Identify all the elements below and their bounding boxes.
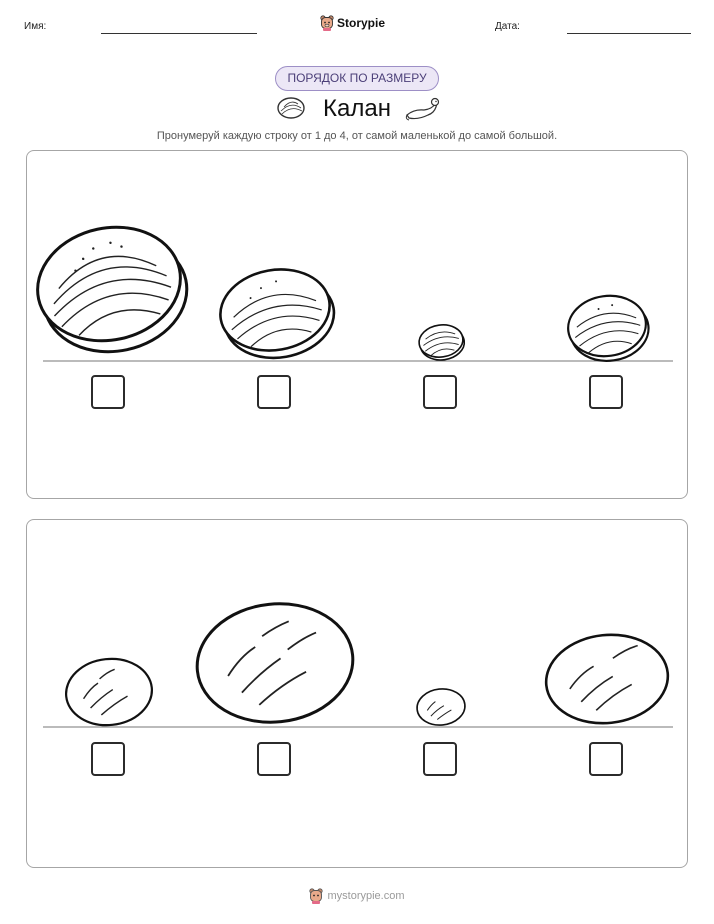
answer-box-bread-3[interactable] xyxy=(423,742,457,776)
answer-box-clam-1[interactable] xyxy=(91,375,125,409)
clam-row-drawing xyxy=(27,151,689,500)
name-field[interactable] xyxy=(101,33,257,34)
date-field[interactable] xyxy=(567,33,691,34)
date-label: Дата: xyxy=(495,21,520,32)
sea-otter-icon xyxy=(404,95,440,123)
brand-logo xyxy=(320,13,400,33)
bread-row-drawing xyxy=(27,520,689,869)
instruction-text: Пронумеруй каждую строку от 1 до 4, от самой маленькой до самой большой. xyxy=(156,130,558,142)
answer-box-bread-1[interactable] xyxy=(91,742,125,776)
bear-mascot-icon xyxy=(309,888,323,904)
row-panel-clams xyxy=(26,150,688,499)
name-label: Имя: xyxy=(24,21,47,32)
answer-box-clam-3[interactable] xyxy=(423,375,457,409)
title-row xyxy=(0,93,714,125)
page-title: Калан xyxy=(323,95,391,122)
bread-medium xyxy=(542,629,673,729)
row-panel-bread xyxy=(26,519,688,868)
answer-box-clam-4[interactable] xyxy=(589,375,623,409)
activity-badge: ПОРЯДОК ПО РАЗМЕРУ xyxy=(275,66,439,91)
bread-large xyxy=(191,596,358,730)
footer xyxy=(0,886,714,906)
brand-name: Storypie xyxy=(337,16,386,30)
answer-box-bread-4[interactable] xyxy=(589,742,623,776)
bread-medium-small xyxy=(63,655,155,730)
bread-small xyxy=(415,687,467,728)
clam-small xyxy=(417,322,466,363)
answer-box-bread-2[interactable] xyxy=(257,742,291,776)
clam-medium xyxy=(214,261,341,367)
footer-site-link[interactable]: mystorypie.com xyxy=(327,890,405,902)
clam-medium-small xyxy=(564,291,652,367)
clam-large xyxy=(27,213,197,365)
answer-box-clam-2[interactable] xyxy=(257,375,291,409)
bear-mascot-icon xyxy=(320,15,334,31)
